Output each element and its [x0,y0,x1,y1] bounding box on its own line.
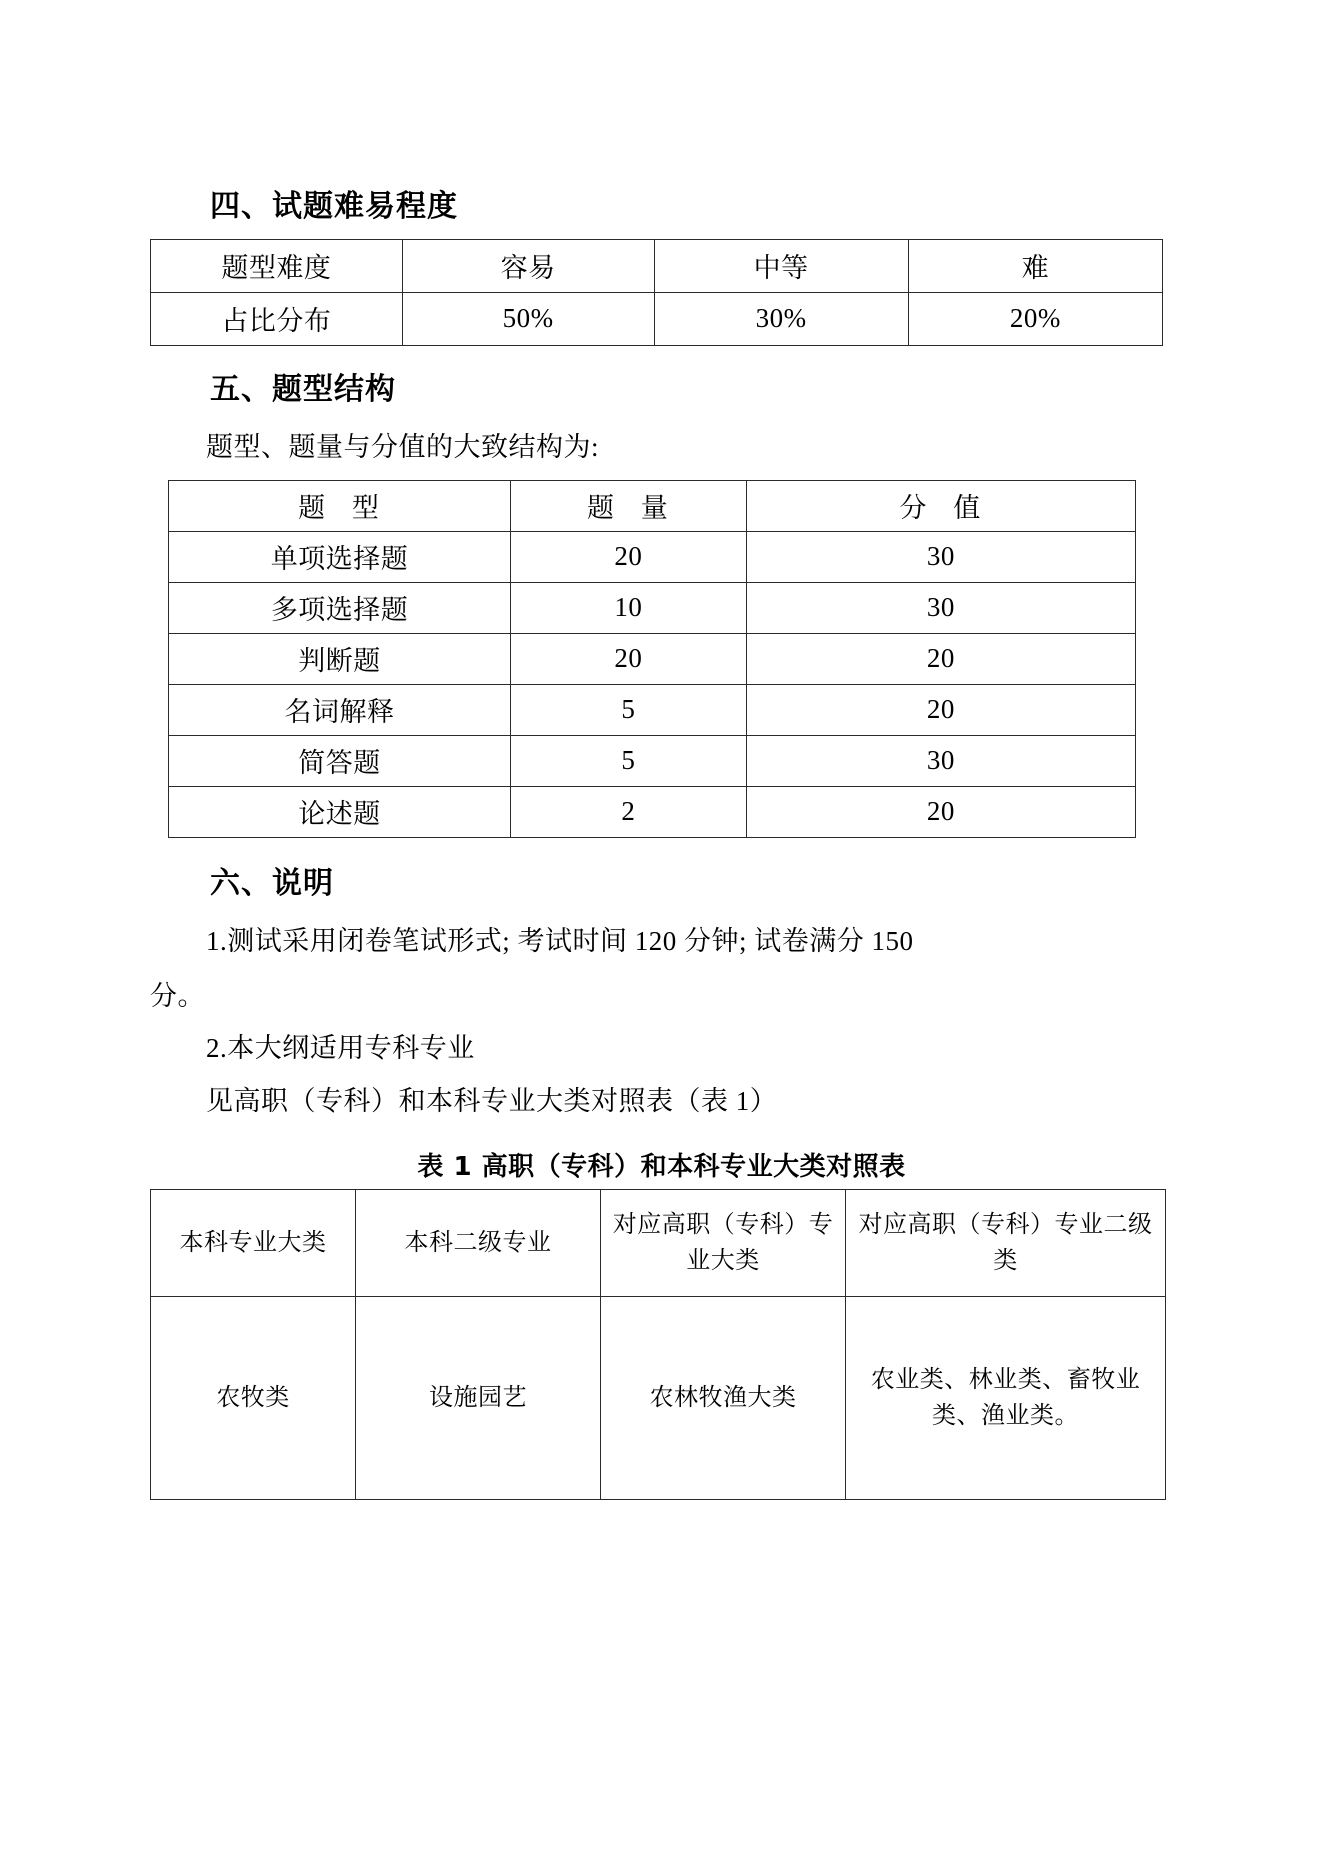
question-type: 论述题 [169,786,511,837]
difficulty-table [150,239,1163,346]
column-header-question-type: 题 型 [169,480,511,531]
note-exam-format-continuation: 分。 [150,980,205,1011]
question-count: 10 [510,582,746,633]
column-header-question-score: 分 值 [746,480,1135,531]
question-count: 5 [510,735,746,786]
table-row [169,531,1136,582]
column-header-voc-category: 对应高职（专科）专业大类 [601,1189,846,1296]
table-row [151,292,1163,345]
proportion-easy: 50% [402,292,654,345]
column-header-question-count: 题 量 [510,480,746,531]
column-header-major-category: 本科专业大类 [151,1189,356,1296]
note-exam-format: 1.测试采用闭卷笔试形式; 考试时间 120 分钟; 试卷满分 150 [206,926,914,957]
table-row [151,1296,1166,1499]
question-score: 30 [746,735,1135,786]
column-header-sub-major: 本科二级专业 [356,1189,601,1296]
table-header-row [169,480,1136,531]
difficulty-level-hard: 难 [908,239,1162,292]
question-type: 单项选择题 [169,531,511,582]
section-heading-structure: 五、题型结构 [210,371,396,407]
proportion-hard: 20% [908,292,1162,345]
question-score: 30 [746,582,1135,633]
major-category: 农牧类 [151,1296,356,1499]
majors-comparison-table [150,1189,1166,1500]
question-type: 名词解释 [169,684,511,735]
question-type: 判断题 [169,633,511,684]
difficulty-level-easy: 容易 [402,239,654,292]
question-score: 20 [746,684,1135,735]
section-heading-notes: 六、说明 [210,865,334,901]
question-type: 多项选择题 [169,582,511,633]
table-row [169,582,1136,633]
note-see-table: 见高职（专科）和本科专业大类对照表（表 1） [206,1086,778,1117]
proportion-medium: 30% [654,292,908,345]
table-row [169,786,1136,837]
question-count: 5 [510,684,746,735]
page-content [150,185,1173,1500]
section-heading-difficulty: 四、试题难易程度 [210,189,458,224]
proportion-row-label: 占比分布 [151,292,403,345]
table-row [169,735,1136,786]
question-score: 20 [746,786,1135,837]
question-count: 2 [510,786,746,837]
difficulty-level-medium: 中等 [654,239,908,292]
difficulty-row-label: 题型难度 [151,239,403,292]
column-header-voc-sub-category: 对应高职（专科）专业二级类 [846,1189,1166,1296]
table-row [151,239,1163,292]
table-row [169,684,1136,735]
question-count: 20 [510,531,746,582]
table-header-row [151,1189,1166,1296]
question-score: 20 [746,633,1135,684]
voc-category: 农林牧渔大类 [601,1296,846,1499]
structure-table [168,480,1136,838]
structure-intro-text: 题型、题量与分值的大致结构为: [206,432,600,462]
question-count: 20 [510,633,746,684]
question-score: 30 [746,531,1135,582]
voc-sub-category: 农业类、林业类、畜牧业类、渔业类。 [846,1296,1166,1499]
note-applicable-majors: 2.本大纲适用专科专业 [206,1033,475,1064]
table-row [169,633,1136,684]
majors-table-caption: 表 1 高职（专科）和本科专业大类对照表 [417,1151,906,1182]
sub-major: 设施园艺 [356,1296,601,1499]
question-type: 简答题 [169,735,511,786]
